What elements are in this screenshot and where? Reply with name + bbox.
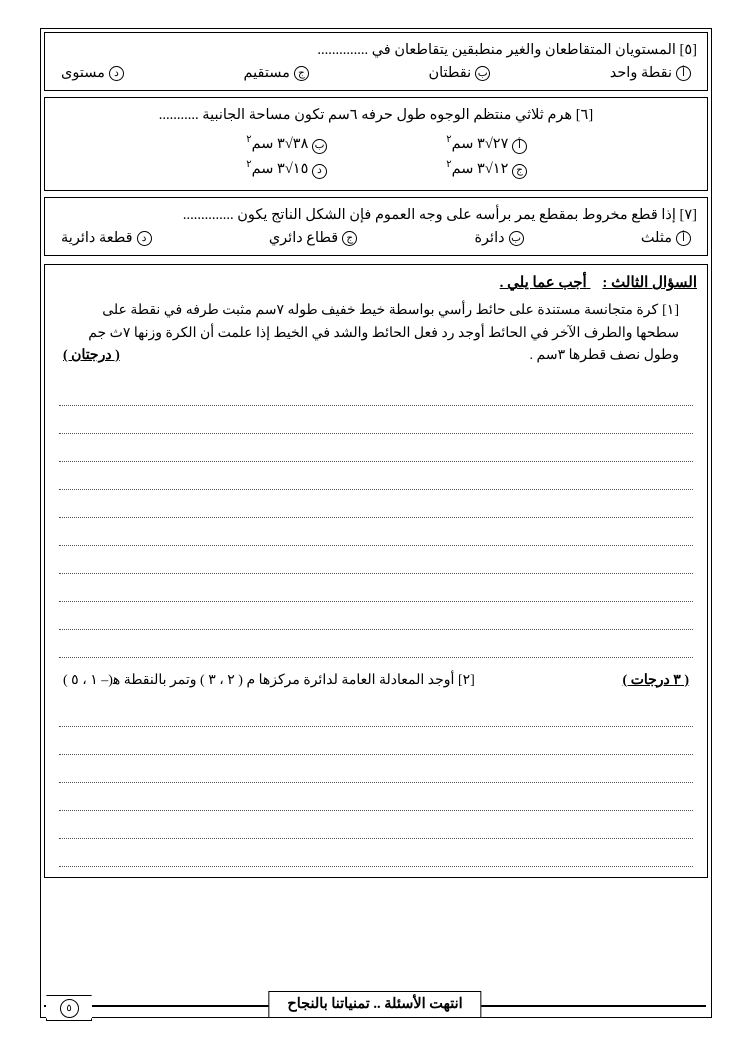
section3-item-2 [55, 672, 697, 689]
choice-label: قطاع دائري [268, 230, 339, 247]
question-5-number: [٥] [679, 42, 697, 58]
item-1-answer-area[interactable] [55, 378, 697, 658]
choice-label: دائرة [474, 230, 505, 247]
item-1-number: [١] [662, 303, 679, 319]
choice-exponent: ٢ [246, 133, 252, 145]
choice-exponent: ٢ [446, 133, 452, 145]
choice-label: نقطة واحد [609, 65, 672, 82]
choice-option[interactable] [127, 156, 327, 181]
choice-option[interactable] [243, 65, 308, 82]
question-5-choices [55, 65, 697, 82]
choice-marker-icon: د [312, 164, 327, 179]
choice-marker-icon: د [109, 66, 124, 81]
page-number-badge [46, 995, 92, 1021]
choice-marker-icon: ج [342, 231, 357, 246]
choice-label: ٢٧√٣ سم [451, 135, 509, 152]
section-three [44, 264, 708, 877]
answer-line[interactable] [59, 602, 693, 630]
choice-label: نقطتان [428, 65, 472, 82]
question-7-stem: إذا قطع مخروط بمقطع يمر برأسه على وجه العموم فإن الشكل الناتج يكون .............. [182, 206, 676, 223]
choice-option[interactable] [610, 65, 691, 82]
footer-note: انتهت الأسئلة .. تمنياتنا بالنجاح [268, 991, 481, 1018]
answer-line[interactable] [59, 727, 693, 755]
choice-label: ١٥√٣ سم [251, 161, 309, 178]
choice-option[interactable] [269, 230, 357, 247]
answer-line[interactable] [59, 462, 693, 490]
choice-row [55, 156, 697, 181]
answer-line[interactable] [59, 378, 693, 406]
item-2-text: أوجد المعادلة العامة لدائرة مركزها م ( ٢ ، ٣ ) وتمر بالنقطة ﻫ(– ١ ، ٥ ) [63, 672, 455, 688]
question-block-6 [44, 97, 708, 190]
section-three-heading [55, 273, 697, 292]
choice-exponent: ٢ [446, 159, 452, 171]
question-5-stem: المستويان المتقاطعان والغير منطبقين يتقاطعان في .............. [317, 42, 676, 58]
question-6-choices [55, 131, 697, 182]
question-7-line [55, 204, 697, 226]
choice-option[interactable] [61, 65, 124, 82]
answer-line[interactable] [59, 699, 693, 727]
answer-line[interactable] [59, 434, 693, 462]
page-number: ٥ [60, 999, 79, 1018]
item-2-number: [٢] [457, 672, 475, 688]
item-1-text: كرة متجانسة مستندة على حائط رأسي بواسطة خيط خفيف طوله ٧سم مثبت طرفه في نقطة على سطحها والطرف الآخر في الحائط أوجد رد فعل الحائط والشد في الخيط إذا علمت أن الكرة وزنها ٧ث جم وطول نصف قطرها ٣سم . [88, 303, 679, 364]
choice-option[interactable] [127, 131, 327, 156]
page-content [44, 32, 708, 1014]
question-5-line [55, 39, 697, 61]
choice-option[interactable] [428, 65, 490, 82]
ribbon-shape [46, 995, 92, 1021]
choice-label: ١٢√٣ سم [451, 161, 509, 178]
item-2-marks: ( ٣ درجات ) [622, 672, 689, 688]
answer-line[interactable] [59, 783, 693, 811]
choice-marker-icon: أ [512, 139, 527, 154]
question-6-number: [٦] [575, 107, 594, 124]
choice-label: قطعة دائرية [61, 230, 133, 247]
page-footer [44, 991, 706, 1035]
question-block-7 [44, 197, 708, 256]
choice-row [55, 131, 697, 156]
answer-line[interactable] [59, 811, 693, 839]
answer-line[interactable] [59, 518, 693, 546]
item-1-marks: ( درجتان ) [63, 348, 120, 364]
choice-marker-icon: ب [475, 66, 490, 81]
choice-option[interactable] [474, 230, 523, 247]
item-2-answer-area[interactable] [55, 699, 697, 867]
answer-line[interactable] [59, 406, 693, 434]
question-7-number: [٧] [679, 206, 697, 223]
choice-label: مستقيم [243, 65, 290, 82]
question-block-5 [44, 32, 708, 91]
choice-marker-icon: ج [512, 164, 527, 179]
choice-marker-icon: أ [676, 231, 691, 246]
answer-line[interactable] [59, 546, 693, 574]
choice-marker-icon: أ [676, 66, 691, 81]
section3-item-1 [55, 300, 697, 367]
question-7-choices [55, 230, 697, 247]
choice-exponent: ٢ [246, 159, 252, 171]
choice-label: مثلث [640, 230, 672, 247]
section-three-title: أجب عما يلي . [499, 275, 587, 292]
choice-option[interactable] [327, 131, 697, 156]
choice-option[interactable] [641, 230, 691, 247]
choice-marker-icon: د [137, 231, 152, 246]
answer-line[interactable] [59, 755, 693, 783]
section-three-label: السؤال الثالث : [602, 275, 697, 292]
choice-marker-icon: ج [294, 66, 309, 81]
choice-marker-icon: ب [509, 231, 524, 246]
choice-label: مستوى [61, 65, 105, 82]
item-2-text-wrap [63, 672, 475, 689]
choice-marker-icon: ب [312, 139, 327, 154]
answer-line[interactable] [59, 839, 693, 867]
answer-line[interactable] [59, 574, 693, 602]
question-6-stem: هرم ثلاثي منتظم الوجوه طول حرفه ٦سم تكون مساحة الجانبية ........... [158, 107, 573, 124]
choice-option[interactable] [61, 230, 152, 247]
choice-label: ٣٨√٣ سم [251, 135, 309, 152]
answer-line[interactable] [59, 630, 693, 658]
answer-line[interactable] [59, 490, 693, 518]
choice-option[interactable] [327, 156, 697, 181]
question-6-line [55, 104, 697, 126]
